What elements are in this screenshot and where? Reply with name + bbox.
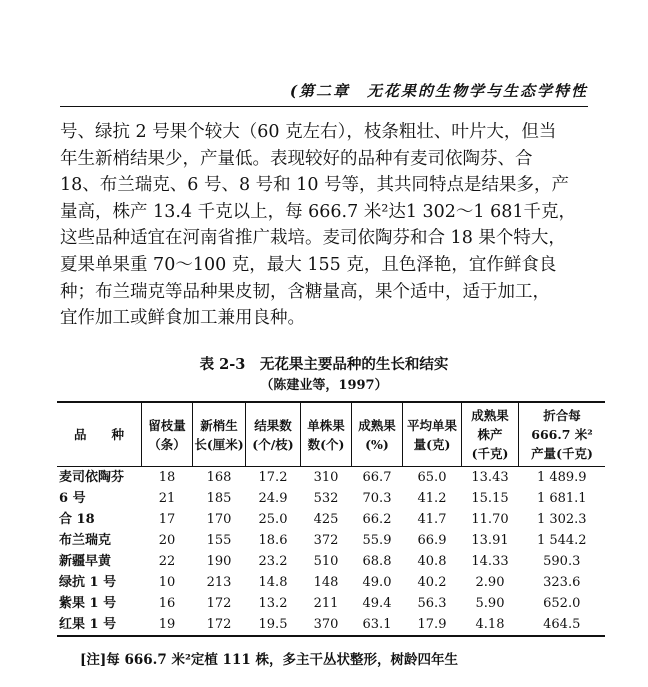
table-cell: 17.9 [417,617,447,632]
table-cell: 11.70 [471,512,509,527]
table-cell: 14.33 [471,554,509,569]
table-cell: 1 681.1 [536,491,587,506]
table-cell: 168 [206,470,232,485]
table-cell: 66.7 [362,470,392,485]
table-row [57,593,605,614]
chapter-title: (第二章 无花果的生物学与生态学特性 [289,82,588,100]
body-line: 18、布兰瑞克、6 号、8 号和 10 号等，其共同特点是结果多，产 [60,175,570,196]
table-cell: 66.2 [362,512,392,527]
header-fruit-per-plant: 单株果 数(个) [301,402,352,467]
table-cell: 49.4 [362,596,392,611]
table-cell: 372 [313,533,339,548]
table-cell: 18.6 [258,533,288,548]
header-shoot-growth: 新梢生 长(厘米) [193,402,246,467]
table-cell: 40.2 [417,575,447,590]
variety-name-cell: 6 号 [59,491,86,506]
table-cell: 10 [158,575,176,590]
table-cell: 172 [206,596,232,611]
table-cell: 323.6 [543,575,581,590]
variety-name-cell: 合 18 [59,512,95,527]
variety-name-cell: 麦司依陶芬 [59,470,125,485]
table-cell: 41.2 [417,491,447,506]
table-cell: 40.8 [417,554,447,569]
table-cell: 532 [313,491,339,506]
table-cell: 66.9 [417,533,447,548]
table-cell: 148 [313,575,339,590]
header-area-yield: 折合每 666.7 米² 产量(千克) [519,402,606,467]
table-cell: 22 [158,554,176,569]
table-cell: 170 [206,512,232,527]
table-cell: 56.3 [417,596,447,611]
table-cell: 652.0 [543,596,581,611]
table-cell: 211 [313,596,339,611]
table-cell: 15.15 [471,491,509,506]
table-cell: 65.0 [417,470,447,485]
table-cell: 18 [158,470,176,485]
table-cell: 68.8 [362,554,392,569]
body-line: 宜作加工或鲜食加工兼用良种。 [60,308,305,329]
table-cell: 17.2 [258,470,288,485]
running-header [60,80,588,107]
table-cell: 19 [158,617,176,632]
header-fruit-per-branch: 结果数 (个/枝) [246,402,301,467]
table-cell: 190 [206,554,232,569]
table-cell: 25.0 [258,512,288,527]
table-cell: 213 [206,575,232,590]
table-cell: 20 [158,533,176,548]
table-cell: 19.5 [258,617,288,632]
table-cell: 464.5 [543,617,581,632]
table-cell: 370 [313,617,339,632]
table-cell: 185 [206,491,232,506]
table-cell: 49.0 [362,575,392,590]
body-paragraph [60,119,588,332]
table-cell: 23.2 [258,554,288,569]
table-cell: 310 [313,470,339,485]
table-cell: 21 [158,491,176,506]
body-line: 年生新梢结果少，产量低。表现较好的品种有麦司依陶芬、合 [60,148,533,169]
table-note: [注]每 666.7 米²定植 111 株，多主干丛状整形，树龄四年生 [80,652,458,668]
header-variety: 品 种 [57,402,142,467]
variety-name-cell: 绿抗 1 号 [59,575,117,590]
table-row [57,551,605,572]
table-cell: 63.1 [362,617,392,632]
table-cell: 17 [158,512,176,527]
body-line: 种；布兰瑞克等品种果皮韧，含糖量高，果个适中，适于加工， [60,281,550,302]
table-cell: 425 [313,512,339,527]
table-row [57,509,605,530]
table-source: （陈建业等，1997） [260,378,388,393]
header-branches: 留枝量 （条） [142,402,193,467]
table-caption: 表 2-3 无花果主要品种的生长和结实 [199,356,449,373]
table-row [57,467,605,489]
table-cell: 70.3 [362,491,392,506]
table-cell: 55.9 [362,533,392,548]
body-line: 夏果单果重 70～100 克，最大 155 克，且色泽艳，宜作鲜食良 [60,254,557,275]
header-avg-weight: 平均单果 量(克) [403,402,462,467]
body-line: 号、绿抗 2 号果个较大（60 克左右），枝条粗壮、叶片大，但当 [60,122,557,142]
table-row [57,572,605,593]
table-cell: 2.90 [475,575,505,590]
table-cell: 13.2 [258,596,288,611]
table-cell: 5.90 [475,596,505,611]
table-header-row [57,402,605,467]
body-line: 量高，株产 13.4 千克以上，每 666.7 米²达1 302～1 681千克， [60,201,577,222]
header-ripe-percent: 成熟果 (%) [352,402,403,467]
variety-name-cell: 新疆早黄 [59,554,112,569]
table-cell: 41.7 [417,512,447,527]
variety-name-cell: 红果 1 号 [59,617,117,632]
table-cell: 14.8 [258,575,288,590]
table-row [57,488,605,509]
variety-name-cell: 布兰瑞克 [59,533,112,548]
table-cell: 590.3 [543,554,581,569]
table-cell: 24.9 [258,491,288,506]
header-plant-yield: 成熟果 株产 (千克) [462,402,519,467]
variety-table [57,401,605,637]
table-cell: 16 [158,596,176,611]
table-cell: 1 489.9 [536,470,587,485]
table-cell: 13.43 [471,470,509,485]
table-cell: 1 302.3 [536,512,587,527]
variety-name-cell: 紫果 1 号 [59,596,117,611]
table-cell: 155 [206,533,232,548]
table-cell: 4.18 [475,617,505,632]
table-cell: 13.91 [471,533,509,548]
table-cell: 172 [206,617,232,632]
table-row [57,614,605,636]
table-row [57,530,605,551]
table-cell: 510 [313,554,339,569]
body-line: 这些品种适宜在河南省推广栽培。麦司依陶芬和合 18 果个特大， [60,228,566,249]
table-cell: 1 544.2 [536,533,587,548]
